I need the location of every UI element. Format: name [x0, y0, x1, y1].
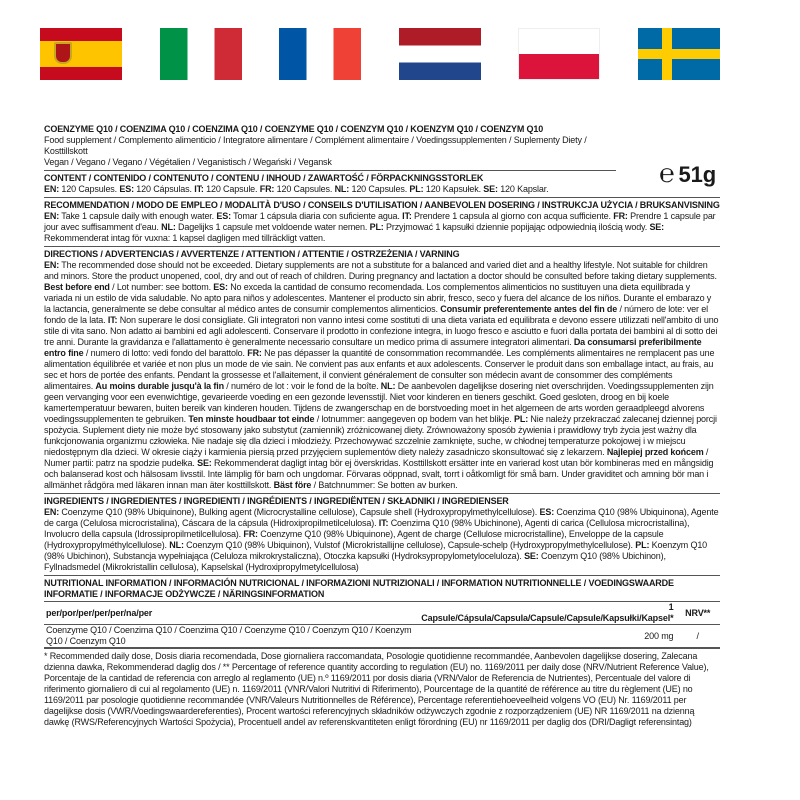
- row-name: Coenzyme Q10 / Coenzima Q10 / Coenzima Q10 / Coenzyme Q10 / Coenzym Q10 / Koenzym Q10 / Coenzym Q10: [44, 625, 419, 648]
- content-text: EN: 120 Capsules. ES: 120 Cápsulas. IT: 120 Capsule. FR: 120 Capsules. NL: 120 Capsules. PL: 120 Kapsułek. SE: 120 Kapslar.: [44, 184, 549, 194]
- netherlands-flag: [399, 28, 481, 80]
- table-header-row: [44, 602, 720, 625]
- product-subtitle: Food supplement / Complemento alimenticio / Integratore alimentare / Complément alimentaire / Voedingssupplementen / Suplementy Diety / Kosttillskott: [44, 135, 587, 156]
- recommendation-heading: RECOMMENDATION / MODO DE EMPLEO / MODALITÀ D'USO / CONSEILS D'UTILISATION / AANBEVOLEN DOSERING / INSTRUKCJA UŻYCIA / BRUKSANVISNING: [44, 200, 720, 210]
- france-flag: [279, 28, 361, 80]
- estimated-sign-icon: ℮: [659, 158, 675, 188]
- nutrition-table: [44, 601, 720, 648]
- ingredients-section: [44, 493, 720, 573]
- col-capsule: 1 Capsule/Cápsula/Capsula/Capsule/Capsule/Kapsułki/Kapsel*: [421, 602, 674, 623]
- ingredients-text: EN: Coenzyme Q10 (98% Ubiquinone), Bulking agent (Microcrystalline cellulose), Capsule shell (Hydroxypropylmethylcellulose). ES: Coenzima Q10 (98% Ubiquinona), Agente de carga (Celulosa microcristalina), Cáscara de la cápsula (Hidroxipropilmetilcelulosa). IT: Coenzima Q10 (98% Ubichinone), Agenti di carica (Cellulosa microcristallina), Involucro della capsula (Idrossipropilmetilcellulosa). FR: Coenzyme Q10 (98% Ubiquinone), Agent de charge (Cellulose microcristalline), Enveloppe de la capsule (Hydroxypropylméthylcellulose). NL: Coenzym Q10 (98% Ubiquinon), Vulstof (Microkristallijne cellulose), Capsule-schelp (Hydroxypropylmethylcellulose). PL: Koenzym Q10 (98% Ubichinon), Substancja wypełniająca (Celuloza mikrokrystaliczna), Otoczka kapsułki (Hydroksypropylometyloceluloza). SE: Coenzym Q10 (98% Ubichinon), Fyllnadsmedel (Mikrokristallin cellulosa), Kapselskal (Hydroxipropylmetylcellulosa): [44, 507, 719, 572]
- col-per: per/por/per/per/per/na/per: [44, 602, 419, 625]
- table-row: [44, 625, 720, 648]
- flag-row: [40, 28, 720, 80]
- italy-flag: [160, 28, 242, 80]
- col-nrv: NRV**: [675, 602, 720, 625]
- recommendation-text: EN: Take 1 capsule daily with enough water. ES: Tomar 1 cápsula diaria con suficiente agua. IT: Prendere 1 capsula al giorno con acqua sufficiente. FR: Prendre 1 capsule par jour avec suffisamment d'eau. NL: Dagelijks 1 capsule met voldoende water nemen. PL: Przyjmować 1 kapsułki dziennie popijając odpowiednią ilością wody. SE: Rekommenderat intag för vuxna: 1 kapsel dagligen med tillräckligt vatten.: [44, 211, 716, 243]
- directions-text: EN: The recommended dose should not be exceeded. Dietary supplements are not a substitute for a balanced and varied diet and a healthy lifestyle. Not suitable for children and minors. Store the product unopened, cool, dry and out of reach of children. During pregnancy and lactation a doctor should be consulted before taking dietary supplements. Best before end / Lot number: see bottom. ES: No exceda la cantidad de consumo recomendada. Los complementos alimenticios no sustituyen una dieta equilibrada y variada ni un estilo de vida saludable. No apto para niños y adolescentes. Mantener el producto sin abrir, fresco, seco y fuera del alcance de los niños. Durante el embarazo y la lactancia, generalmente se debe consultar al médico antes de consumir complementos alimenticios. Consumir preferentemente antes del fin de / número de lote: ver el fondo de la lata. IT: Non superare le dosi consigliate. Gli integratori non vanno intesi come sostituti di una dieta variata ed equilibrata e devono essere utilizzati nell'ambito di uno stile di vita sano. Non adatto ai bambini ed agli adolescenti. Conservare il prodotto in confezione integra, in luogo fresco e asciutto e fuori dalla portata dei bambini al di sotto dei tre anni. Durante la gravidanza e l'allattamento è generalmente necessario consultare un medico prima di assumere integratori alimentari. Da consumarsi preferibilmente entro fine / numero di lotto: vedi fondo del barattolo. FR: Ne pas dépasser la quantité de consommation recommandée. Les compléments alimentaires ne remplacent pas une alimentation équilibrée et variée et non plus un mode de vie sain. Ne convient pas aux enfants et aux adolescents. Conserver le produit dans son emballage intact, au frais, au sec et hors de portée des enfants. Pendant la grossesse et l'allaitement, il convient généralement de consulter son médecin avant de consommer des compléments alimentaires. Au moins durable jusqu'à la fin / numéro de lot : voir le fond de la boîte. NL: De aanbevolen dagelijkse dosering niet overschrijden. Voedingssupplementen zijn geen vervanging voor een evenwichtige, gevarieerde voeding en een gezonde levensstijl. Niet voor kinderen en tieners geschikt. Goed gesloten, droog en bij koele kamertemperatuur bewaren, buiten bereik van kinderen houden. Tijdens de zwangerschap en de borstvoeding moet in het algemeen de arts worden geraadpleegd alvorens voedingssupplementen te gebruiken. Ten minste houdbaar tot einde / lotnummer: aangegeven op bodem van het blikje. PL: Nie należy przekraczać zalecanej dziennej porcji spożycia. Suplement diety nie może być stosowany jako substytut (zamiennik) zróżnicowanej diety. Zrównoważony sposób żywienia i prawidłowy tryb życia jest ważny dla funkcjonowania organizmu człowieka. Nie nadaje się dla dzieci i młodzieży. Przechowywać szczelnie zamknięte, suche, w chłodnej temperaturze pokojowej i w miejscu niedostępnym dla dzieci. W okresie ciąży i karmienia piersią przed przyjęciem suplementów diety należy zasadniczo skonsultować się z lekarzem. Najlepiej przed końcem / Numer partii: patrz na spodzie pudełka. SE: Rekommenderat dagligt intag bör ej överskridas. Kosttillskott ersätter inte en varierad kost utan bör kombineras med en mångsidig och balanserad kost och hälsosam livsstil. Inte lämplig för barn och ungdomar. Förvaras oöppnad, svalt, torrt i oåtkomligt för små barn. Under graviditet och amning bör man i allmänhet rådgöra med läkaren innan man äter kosttillskott. Bäst före / Batchnummer: Se botten av burken.: [44, 260, 719, 490]
- nutrition-footnote: * Recommended daily dose, Dosis diaria recomendada, Dose giornaliera raccomandata, Posologie quotidienne recommandée, Aanbevolen dagelijkse dosering, Zalecana dzienna dawka, Rekommenderad daglig dos / ** Percentage of reference quantity according to regulation (EU) no. 1169/2011 per daily dose (NRV/Nutrient Reference Value), Porcentaje de la cantidad de referencia con arreglo al reglamento (UE) n.º 1169/2011 por dosis diaria (VRN/Valor de Referencia de Nutrientes), Percentuale del valore di riferimento giornaliero di cui al regolamento (UE) n. 1169/2011 (VNR/Valori Nutritivi di Riferimento), Pourcentage de la quantité de référence au titre du règlement (UE) no 1169/2011 par posologie quotidienne recommandée (VNR/Valeurs Nutritionnelles de Référence), Percentage referentiehoeveelheid volgens VO (EU) Nr. 1169/2011 per dagelijkse dosis (VWR/Voedingswaardereferenties), Procent wartości referencyjnych składników odżywczych zgodnie z rozporządzeniem (UE) NR 1169/2011 na dzienną dawkę (RWS/Referencyjnych Wartości Spożycia), Procentuell andel av referenskvantiteten enligt förordning (EU) nr 1169/2011 per daglig dos (DRI/Dagligt referensintag): [44, 648, 720, 728]
- vegan-line: Vegan / Vegano / Vegano / Végétalien / Veganistisch / Wegański / Vegansk: [44, 157, 332, 167]
- label-document: [44, 124, 720, 728]
- nutrition-heading: NUTRITIONAL INFORMATION / INFORMACIÓN NUTRICIONAL / INFORMAZIONI NUTRIZIONALI / INFORMATION NUTRITIONNELLE / VOEDINGSWAARDE INFORMATIE / INFORMACJE ODŻYWCZE / NÄRINGSINFORMATION: [44, 578, 674, 599]
- content-section: [44, 170, 616, 195]
- net-weight: [659, 160, 716, 187]
- directions-heading: DIRECTIONS / ADVERTENCIAS / AVVERTENZE / ATTENTION / ATTENTIE / OSTRZEŻENIA / VARNING: [44, 249, 460, 259]
- spain-flag: [40, 28, 122, 80]
- poland-flag: [518, 28, 600, 80]
- net-weight-value: 51g: [678, 162, 716, 187]
- product-header: [44, 124, 720, 195]
- recommendation-section: [44, 197, 720, 244]
- directions-section: [44, 246, 720, 491]
- nutrition-section: [44, 575, 720, 728]
- product-title: COENZYME Q10 / COENZIMA Q10 / COENZIMA Q10 / COENZYME Q10 / COENZYM Q10 / KOENZYM Q10 / COENZYM Q10: [44, 124, 544, 134]
- sweden-flag: [638, 28, 720, 80]
- coat-of-arms-icon: [54, 42, 72, 64]
- row-nrv: /: [675, 625, 720, 648]
- ingredients-heading: INGREDIENTS / INGREDIENTES / INGREDIENTI / INGRÉDIENTS / INGREDIËNTEN / SKŁADNIKI / INGREDIENSER: [44, 496, 509, 506]
- content-heading: CONTENT / CONTENIDO / CONTENUTO / CONTENU / INHOUD / ZAWARTOŚĆ / FÖRPACKNINGSSTORLEK: [44, 173, 484, 183]
- row-amount: 200 mg: [419, 625, 675, 648]
